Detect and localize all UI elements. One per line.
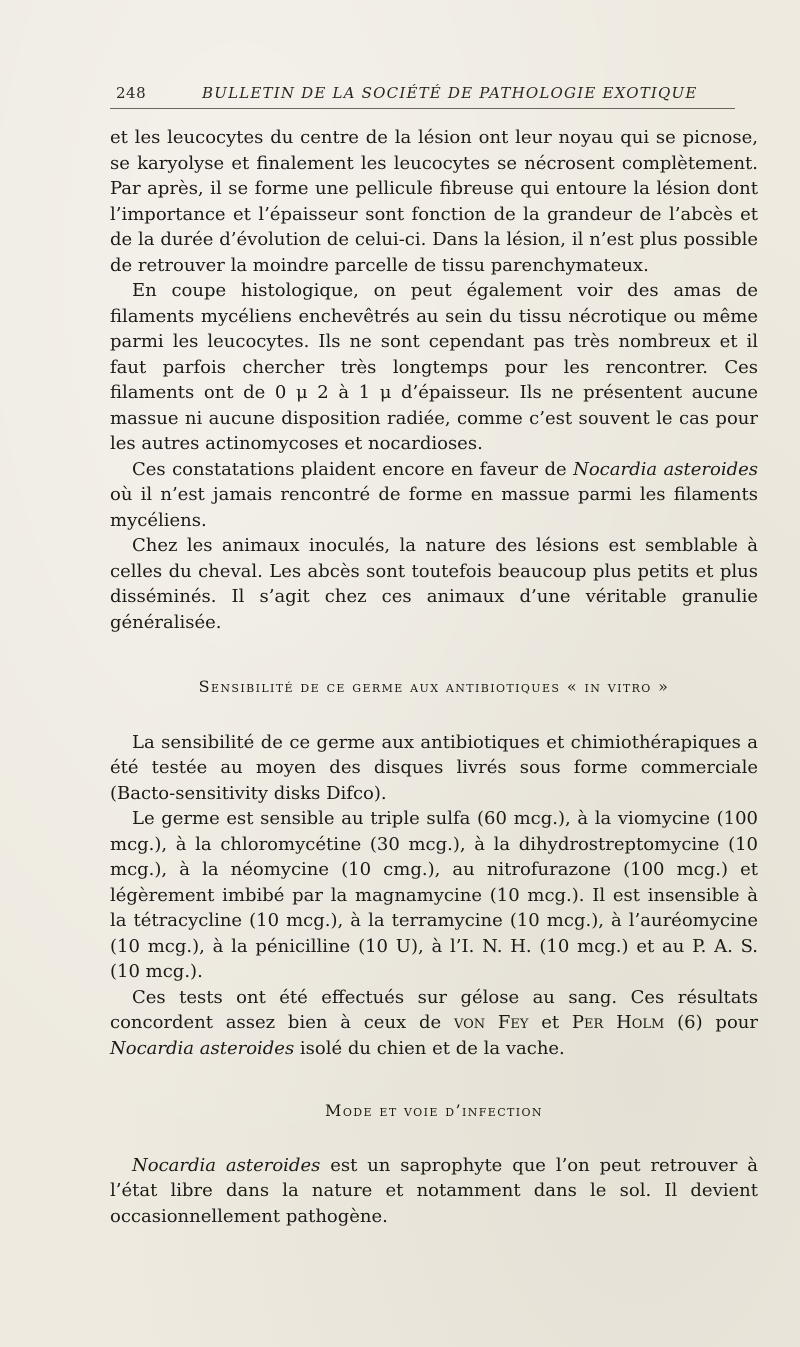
- author-name: Per Holm: [571, 1012, 665, 1033]
- species-name: Nocardia asteroides: [110, 1037, 295, 1059]
- section-title-mode-infection: Mode et voie d’infection: [325, 1101, 543, 1120]
- journal-title: BULLETIN DE LA SOCIÉTÉ DE PATHOLOGIE EXOTIQUE: [202, 84, 698, 102]
- paragraph-lesion-continuation: et les leucocytes du centre de la lésion ont leur noyau qui se picnose, se karyolyse et finalement les leucocytes se nécrosent complètement. Par après, il se forme une pellicule fibreuse qui entoure la lésion dont l’importance et l’épaisseur sont fonction de la grandeur de l’abcès et de la durée d’évolution de celui-ci. Dans la lésion, il n’est plus possible de retrouver la moindre parcelle de tissu parenchymateux.: [110, 127, 758, 276]
- author-name: von Fey: [453, 1012, 529, 1033]
- text-run: est un saprophyte que l’on peut retrouver à l’état libre dans la nature et notamment dans le sol. Il devient occasionnellement pathogène.: [110, 1154, 758, 1227]
- paragraph-mode-infection: [110, 1153, 758, 1230]
- header-rule: [110, 108, 735, 109]
- text-run: (6) pour: [664, 1012, 758, 1033]
- text-run: Ces tests ont été effectués sur gélose au sang. Ces résultats concordent assez bien à ceux de: [110, 986, 758, 1033]
- text-run: où il n’est jamais rencontré de forme en massue parmi les filaments mycéliens.: [110, 484, 758, 531]
- paragraph-sensibilite-results: Le germe est sensible au triple sulfa (60 mcg.), à la viomycine (100 mcg.), à la chloromycétine (30 mcg.), à la dihydrostreptomycine (10 mcg.), à la néomycine (10 cmg.), au nitrofurazone (100 mcg.) et légèrement imbibé par la magnamycine (10 mcg.). Il est insensible à la tétracycline (10 mcg.), à la terramycine (10 mcg.), à l’auréomycine (10 mcg.), à la pénicilline (10 U), à l’I. N. H. (10 mcg.) et au P. A. S. (10 mcg.).: [110, 808, 758, 982]
- running-head: [110, 84, 730, 106]
- paragraph-histology: En coupe histologique, on peut également voir des amas de filaments mycéliens enchevêtrés au sein du tissu nécrotique ou même parmi les leucocytes. Ils ne sont cependant pas très nombreux et il faut parfois chercher très longtemps pour les rencontrer. Ces filaments ont de 0 μ 2 à 1 μ d’épaisseur. Ils ne présentent aucune massue ni aucune disposition radiée, comme c’est souvent le cas pour les autres actinomycoses et nocardioses.: [110, 280, 758, 454]
- paragraph-sensibilite-method: La sensibilité de ce germe aux antibiotiques et chimiothérapiques a été testée au moyen des disques livrés sous forme commerciale (Bacto-sensitivity disks Difco).: [110, 731, 758, 804]
- species-name: Nocardia asteroides: [573, 458, 758, 480]
- text-run: et: [528, 1012, 572, 1033]
- article-body: [110, 125, 758, 1229]
- species-name: Nocardia asteroides: [132, 1154, 321, 1176]
- text-run: isolé du chien et de la vache.: [294, 1037, 565, 1059]
- text-run: Ces constatations plaident encore en faveur de: [132, 458, 574, 480]
- paragraph-constatations: [110, 457, 758, 534]
- section-title-sensibilite: Sensibilité de ce germe aux antibiotiques « in vitro »: [198, 677, 670, 696]
- paragraph-animals: Chez les animaux inoculés, la nature des lésions est semblable à celles du cheval. Les abcès sont toutefois beaucoup plus petits et plus disséminés. Il s’agit chez ces animaux d’une véritable granulie généralisée.: [110, 535, 758, 633]
- page-number: 248: [116, 84, 147, 102]
- paragraph-sensibilite-comparison: [110, 985, 758, 1062]
